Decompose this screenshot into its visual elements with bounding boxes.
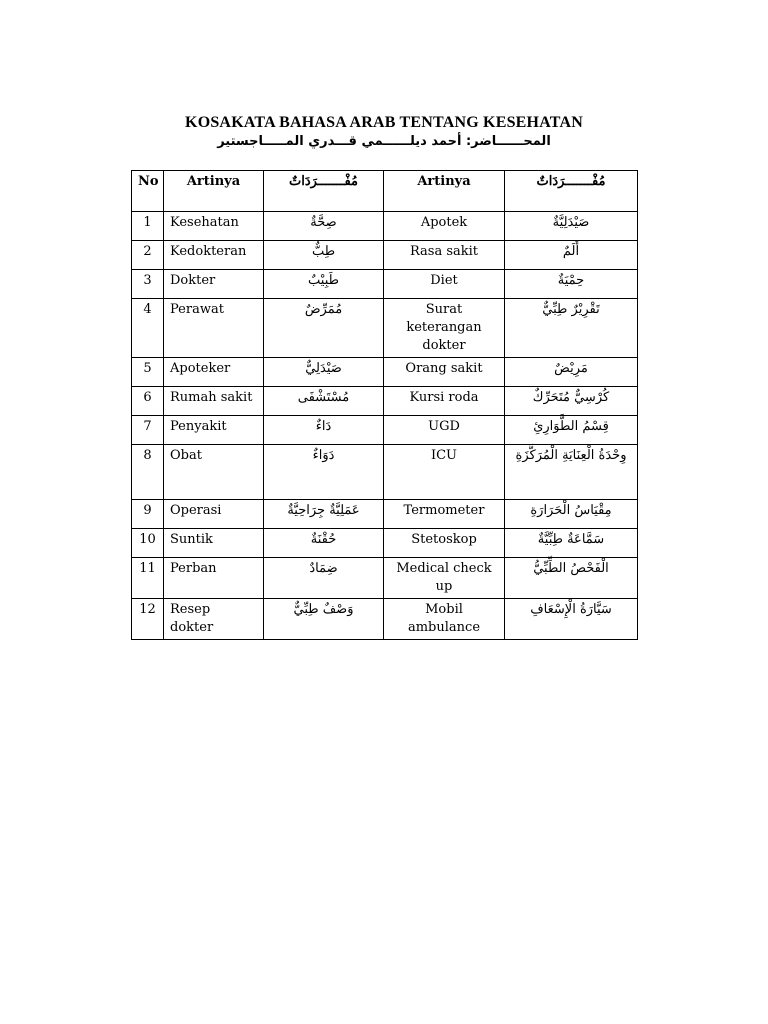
arabic-term: مُسْتَشْفَى [264, 387, 384, 416]
arabic-term: صِحَّةٌ [264, 212, 384, 241]
indonesian-term: Resep dokter [164, 599, 264, 640]
row-number: 2 [132, 241, 164, 270]
arabic-term: طِبٌّ [264, 241, 384, 270]
arabic-term: وَصْفٌ طِبِّيٌّ [264, 599, 384, 640]
table-row [132, 358, 638, 387]
table-row [132, 416, 638, 445]
arabic-term: مِقْيَاسُ الْحَرَارَةِ [505, 500, 638, 529]
table-row [132, 599, 638, 640]
indonesian-term: Rumah sakit [164, 387, 264, 416]
table-row [132, 558, 638, 599]
vocabulary-table-body [132, 171, 638, 640]
arabic-term: دَاءٌ [264, 416, 384, 445]
indonesian-term: Perawat [164, 299, 264, 358]
indonesian-term: Kedokteran [164, 241, 264, 270]
lecturer-subtitle: المحــــــاضر: أحمد ديلــــــمي قـــدري المـــــاجستير [217, 134, 551, 149]
table-row [132, 270, 638, 299]
row-number: 7 [132, 416, 164, 445]
indonesian-term: Kursi roda [384, 387, 505, 416]
table-row [132, 241, 638, 270]
arabic-term: حِمْيَةٌ [505, 270, 638, 299]
arabic-term: الْفَحْصُ الطِّبِّيُّ [505, 558, 638, 599]
header-no: No [132, 171, 164, 212]
row-number: 1 [132, 212, 164, 241]
arabic-term: صَيْدَلِيَّةٌ [505, 212, 638, 241]
row-number: 6 [132, 387, 164, 416]
arabic-term: ضِمَادٌ [264, 558, 384, 599]
indonesian-term: Medical check up [384, 558, 505, 599]
row-number: 3 [132, 270, 164, 299]
header-mufrodat-2: مُفْـــــــرَدَاتٌ [505, 171, 638, 212]
header-mufrodat-1: مُفْـــــــرَدَاتٌ [264, 171, 384, 212]
indonesian-term: Mobil ambulance [384, 599, 505, 640]
table-header-row [132, 171, 638, 212]
page-title: KOSAKATA BAHASA ARAB TENTANG KESEHATAN [185, 114, 583, 131]
table-row [132, 212, 638, 241]
arabic-term: كُرْسِيٌّ مُتَحَرِّكٌ [505, 387, 638, 416]
arabic-term: سَيَّارَةُ الْإِسْعَافِ [505, 599, 638, 640]
arabic-term: سَمَّاعَةٌ طِبِّيَّةٌ [505, 529, 638, 558]
indonesian-term: UGD [384, 416, 505, 445]
arabic-term: صَيْدَلِيٌّ [264, 358, 384, 387]
arabic-term: أَلَمٌ [505, 241, 638, 270]
row-number: 12 [132, 599, 164, 640]
indonesian-term: Apoteker [164, 358, 264, 387]
indonesian-term: Stetoskop [384, 529, 505, 558]
indonesian-term: Perban [164, 558, 264, 599]
row-number: 4 [132, 299, 164, 358]
vocabulary-table [131, 170, 638, 640]
row-number: 11 [132, 558, 164, 599]
indonesian-term: Obat [164, 445, 264, 500]
arabic-term: دَوَاءٌ [264, 445, 384, 500]
table-row [132, 529, 638, 558]
header-artinya-1: Artinya [164, 171, 264, 212]
indonesian-term: Suntik [164, 529, 264, 558]
table-row [132, 387, 638, 416]
arabic-term: عَمَلِيَّةٌ جِرَاحِيَّةٌ [264, 500, 384, 529]
arabic-term: مُمَرِّضٌ [264, 299, 384, 358]
indonesian-term: ICU [384, 445, 505, 500]
indonesian-term: Surat keterangan dokter [384, 299, 505, 358]
table-row [132, 445, 638, 500]
table-row [132, 500, 638, 529]
indonesian-term: Termometer [384, 500, 505, 529]
table-row [132, 299, 638, 358]
arabic-term: طَبِيْبٌ [264, 270, 384, 299]
indonesian-term: Rasa sakit [384, 241, 505, 270]
arabic-term: تَقْرِيْرٌ طِبِّيٌّ [505, 299, 638, 358]
indonesian-term: Operasi [164, 500, 264, 529]
indonesian-term: Apotek [384, 212, 505, 241]
row-number: 9 [132, 500, 164, 529]
row-number: 5 [132, 358, 164, 387]
header-artinya-2: Artinya [384, 171, 505, 212]
row-number: 10 [132, 529, 164, 558]
indonesian-term: Kesehatan [164, 212, 264, 241]
indonesian-term: Penyakit [164, 416, 264, 445]
arabic-term: قِسْمُ الطَّوَارِئِ [505, 416, 638, 445]
row-number: 8 [132, 445, 164, 500]
indonesian-term: Dokter [164, 270, 264, 299]
indonesian-term: Diet [384, 270, 505, 299]
arabic-term: حُقْنَةٌ [264, 529, 384, 558]
arabic-term: وِحْدَةُ الْعِنَايَةِ الْمُرَكَّزَةِ [505, 445, 638, 500]
indonesian-term: Orang sakit [384, 358, 505, 387]
arabic-term: مَرِيْضٌ [505, 358, 638, 387]
